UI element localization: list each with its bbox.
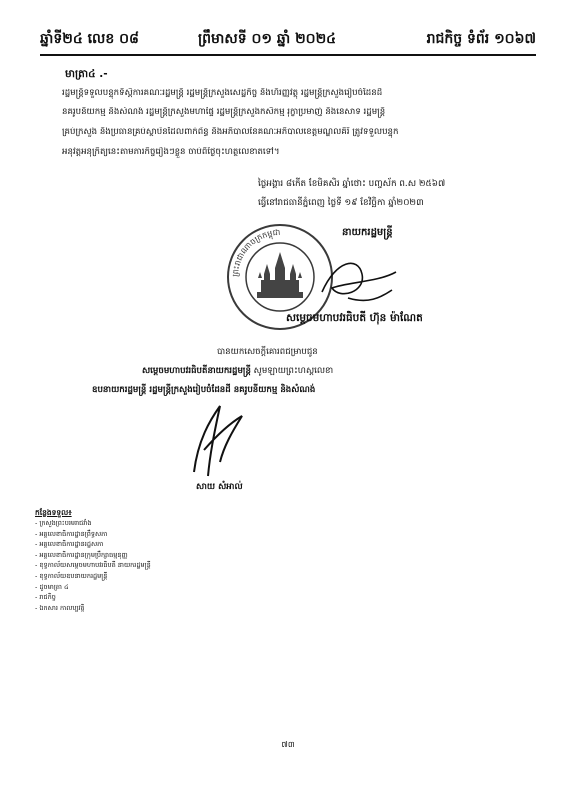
recipient-item: - ខុទ្ទកាល័យឧបនាយករដ្ឋមន្ត្រី (35, 571, 108, 580)
recipient-item: - រាជកិច្ច (35, 593, 56, 602)
paragraph-line-1: រដ្ឋមន្ត្រីទទួលបន្ទុកទីស្តីការគណៈរដ្ឋមន្ត្រី រដ្ឋមន្ត្រីក្រសួងសេដ្ឋកិច្ច និងហិរញ្ញវត្ថុ រដ្ឋមន្ត្រីក្រសួងរៀបចំដែនដី (62, 88, 383, 98)
header-date: ព្រឹមាសទី ០១ ឆ្នាំ ២០២៤ (198, 31, 337, 47)
paragraph-line-4: អនុវត្តអនុក្រឹត្យនេះតាមភារកិច្ចរៀងៗខ្លួន ចាប់ពីថ្ងៃចុះហត្ថលេខាតទៅ។ (62, 147, 280, 157)
date-lunar: ថ្ងៃអង្គារ ៨កើត ខែមិគសិរ ឆ្នាំថោះ បញ្ចស័ក ព.ស ២៥៦៧ (258, 179, 446, 189)
recipient-item: - អគ្គលេខាធិការដ្ឋានក្រុមប្រឹក្សាធម្មនុញ្ញ (35, 550, 128, 559)
article-heading: មាត្រា៤ .- (65, 68, 108, 80)
recipient-item: - ក្រសួងព្រះបរមរាជវាំង (35, 519, 92, 527)
recipient-item: - ឯកសារ កាលប្បវត្តិ (35, 603, 85, 612)
seal-text: ព្រះរាជាណាចក្រកម្ពុជា (230, 227, 281, 278)
deputy-signer-name: សាយ សំអាល់ (196, 482, 243, 492)
pm-signature-icon (318, 252, 400, 310)
copy-line-3: ឧបនាយករដ្ឋមន្ត្រី រដ្ឋមន្ត្រីក្រសួងរៀបចំដែនដី នគរូបនីយកម្ម និងសំណង់ (92, 385, 316, 395)
header-year-issue: ឆ្នាំទី២៤ លេខ ០៨ (40, 31, 139, 47)
header-page: រាជកិច្ច ទំព័រ ១០៦៧ (426, 31, 536, 47)
page-number: ៧៣ (281, 740, 295, 749)
deputy-signature-icon (180, 400, 250, 480)
recipients-title: កន្លែងទទួល៖ (35, 508, 72, 517)
recipients-list (35, 518, 151, 613)
date-solar: ធ្វើនៅរាជធានីភ្នំពេញ ថ្ងៃទី ១៩ ខែវិច្ឆិកា ឆ្នាំ២០២៣ (258, 198, 424, 208)
recipient-item: - អគ្គលេខាធិការដ្ឋានរដ្ឋសភា (35, 540, 104, 549)
copy-line-2 (142, 366, 333, 378)
copy-line-2-rest: សូមឡាយព្រះហស្តលេខា (250, 366, 334, 376)
paragraph-line-2: នគរូបនីយកម្ម និងសំណង់ រដ្ឋមន្ត្រីក្រសួងមហាផ្ទៃ រដ្ឋមន្ត្រីក្រសួងកសិកម្ម រុក្ខាប្រមាញ់ និងនេសាទ រដ្ឋមន្ត្រី (62, 107, 386, 117)
gazette-header (40, 29, 536, 51)
copy-line-1: បានយកសេចក្តីគោរពជម្រាបជូន (217, 347, 318, 357)
paragraph-line-3: គ្រប់ក្រសួង និងប្រធានគ្រប់ស្ថាប័នដែលពាក់ព័ន្ធ និងអភិបាលនៃគណៈអភិបាលខេត្តមណ្ឌលគិរី ត្រូវទទួលបន្ទុក (62, 127, 399, 137)
copy-line-2-bold: សម្តេចមហាបវរធិបតីនាយករដ្ឋមន្ត្រី (142, 366, 251, 376)
recipient-item: - ខុទ្ទកាល័យសម្តេចមហាបវរធិបតី នាយករដ្ឋមន្ត្រី (35, 561, 151, 570)
recipient-item: - អគ្គលេខាធិការដ្ឋានព្រឹទ្ធសភា (35, 529, 108, 538)
signer-name: សម្តេចមហាបវរធិបតី ហ៊ុន ម៉ាណែត (286, 312, 423, 324)
recipient-item: - ដូចមាត្រា ៤ (35, 582, 69, 591)
header-divider (40, 54, 536, 56)
signer-title: នាយករដ្ឋមន្ត្រី (342, 227, 393, 238)
